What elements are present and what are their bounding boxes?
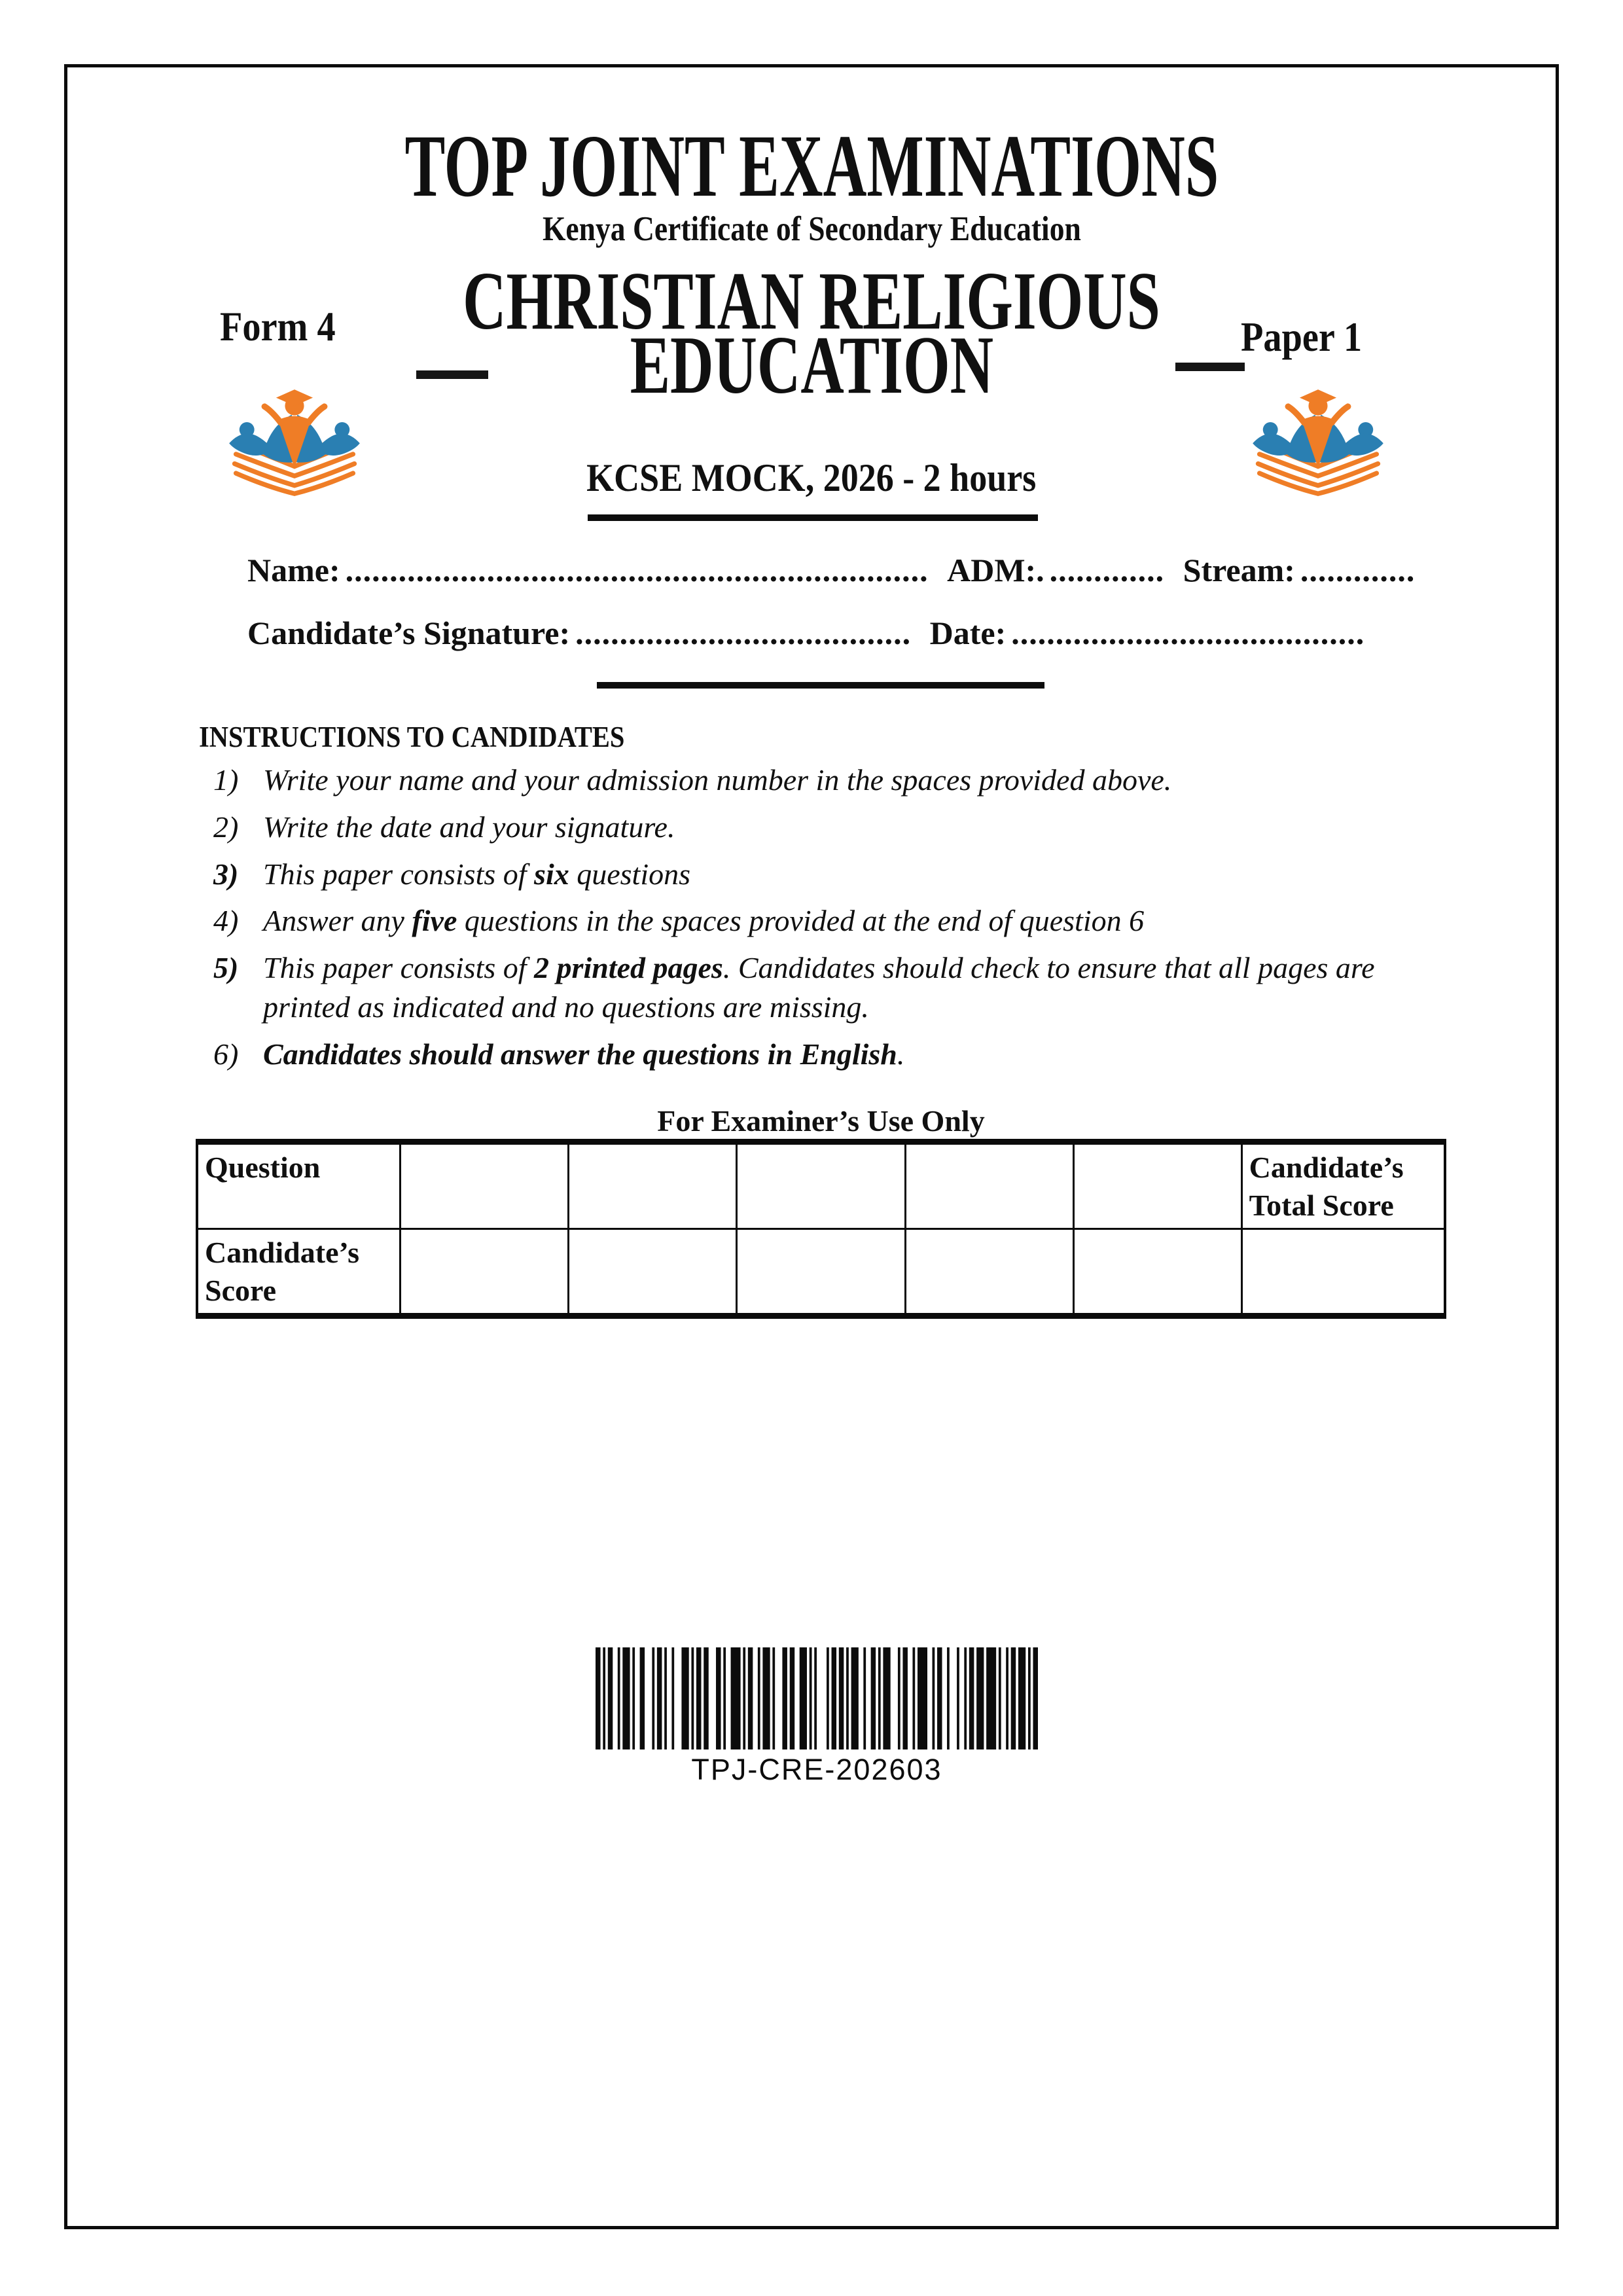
instruction-text-part: five	[412, 904, 457, 938]
instruction-number: 6)	[213, 1037, 239, 1071]
instruction-text-part: . Candidates should check to ensure that all pages are printed as indicated and no questions are missing.	[263, 951, 1375, 1024]
table-cell-empty	[569, 1229, 737, 1316]
barcode-bars	[596, 1647, 1038, 1749]
examiner-table-title: For Examiner’s Use Only	[657, 1104, 985, 1138]
instruction-text-part: Write your name and your admission number in the spaces provided above.	[263, 763, 1172, 797]
adm-fill-line: .............	[1049, 552, 1165, 588]
barcode	[596, 1647, 1038, 1749]
instruction-number: 1)	[213, 763, 239, 797]
table-cell-empty	[737, 1229, 905, 1316]
em-dash-rule-right	[1175, 363, 1245, 371]
instructions-heading: INSTRUCTIONS TO CANDIDATES	[199, 721, 625, 753]
subject-title-line2: EDUCATION	[630, 320, 993, 411]
stream-label: Stream:	[1183, 552, 1295, 588]
name-adm-stream-row	[247, 551, 1415, 589]
table-cell-empty	[401, 1142, 569, 1229]
header-divider-rule	[588, 514, 1038, 521]
instruction-text-part: Answer any	[263, 904, 412, 938]
table-cell-empty	[569, 1142, 737, 1229]
table-cell-label: Candidate’s Score	[197, 1229, 401, 1316]
instruction-text	[263, 1035, 1389, 1074]
table-cell-empty	[905, 1229, 1073, 1316]
session-line: KCSE MOCK, 2026 - 2 hours	[586, 456, 1037, 499]
examiner-table	[196, 1139, 1446, 1319]
instruction-text-part: 2 printed pages	[534, 951, 723, 985]
board-subtitle: Kenya Certificate of Secondary Education	[542, 210, 1081, 248]
table-cell-empty	[401, 1229, 569, 1316]
instruction-text-part: This paper consists of	[263, 951, 535, 985]
page-title	[0, 117, 1623, 215]
instruction-text	[263, 761, 1389, 800]
paper-label: Paper 1	[1241, 314, 1363, 360]
instruction-number: 4)	[213, 904, 239, 938]
instruction-item	[213, 761, 1391, 800]
instruction-text-part: This paper consists of	[263, 857, 535, 891]
signature-label: Candidate’s Signature:	[247, 615, 571, 651]
signature-fill-line: ......................................	[575, 615, 912, 651]
instruction-item	[213, 1035, 1391, 1074]
table-cell-label: Candidate’s Total Score	[1241, 1142, 1445, 1229]
instruction-text	[263, 948, 1389, 1027]
examiner-score-table	[196, 1139, 1446, 1319]
instruction-text-part: Candidates should answer the questions in English	[263, 1037, 897, 1071]
instruction-text-part: six	[534, 857, 569, 891]
organization-name: TOP JOINT EXAMINATIONS	[404, 117, 1219, 215]
table-cell-label: Question	[197, 1142, 401, 1229]
date-label: Date:	[929, 615, 1007, 651]
table-cell-empty	[905, 1142, 1073, 1229]
signature-divider-rule	[597, 682, 1044, 689]
signature-date-row	[247, 614, 1364, 652]
em-dash-rule-left	[416, 370, 488, 379]
instruction-text-part: questions	[569, 857, 691, 891]
barcode-label: TPJ-CRE-202603	[691, 1753, 942, 1786]
table-cell-empty	[1241, 1229, 1445, 1316]
table-cell-empty	[1073, 1142, 1241, 1229]
instruction-text	[263, 901, 1389, 941]
table-row	[197, 1142, 1445, 1229]
instruction-number: 3)	[213, 857, 239, 891]
instruction-number: 2)	[213, 810, 239, 844]
table-cell-empty	[737, 1142, 905, 1229]
instruction-item	[213, 855, 1391, 894]
date-fill-line: ........................................	[1011, 615, 1365, 651]
subject-title-line1: CHRISTIAN RELIGIOUS	[463, 256, 1160, 347]
stream-fill-line: .............	[1300, 552, 1416, 588]
name-fill-line: ..................................................................	[345, 552, 929, 588]
instruction-text	[263, 855, 1389, 894]
instruction-text	[263, 808, 1389, 847]
instruction-number: 5)	[213, 951, 239, 985]
instruction-text-part: Write the date and your signature.	[263, 810, 675, 844]
instruction-text-part: questions in the spaces provided at the end of question 6	[457, 904, 1145, 938]
instruction-item	[213, 948, 1391, 1027]
instruction-text-part: .	[897, 1037, 905, 1071]
instructions-list	[213, 761, 1391, 1082]
instruction-item	[213, 901, 1391, 941]
form-label: Form 4	[220, 303, 336, 350]
adm-label: ADM:.	[947, 552, 1044, 588]
table-cell-empty	[1073, 1229, 1241, 1316]
table-row	[197, 1229, 1445, 1316]
instruction-item	[213, 808, 1391, 847]
name-label: Name:	[247, 552, 340, 588]
